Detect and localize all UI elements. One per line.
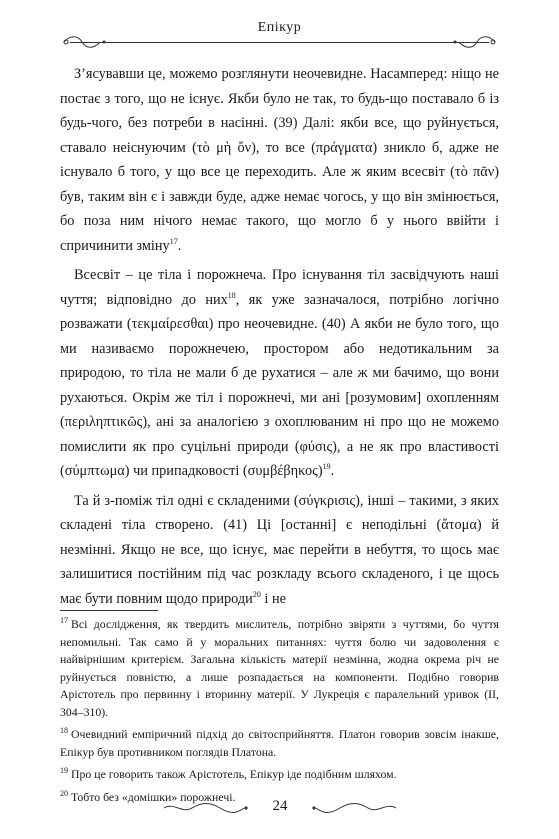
footnote-ref[interactable]: 18 <box>227 290 236 300</box>
paragraph <box>60 489 499 612</box>
page-number: 24 <box>272 798 288 814</box>
footnote-ref[interactable]: 17 <box>169 236 178 246</box>
page-footer <box>160 795 400 821</box>
footnote-number: 20 <box>60 788 68 798</box>
running-header <box>60 18 499 48</box>
footnote-ref[interactable]: 20 <box>252 589 261 599</box>
paragraph: Всесвіт – це тіла і порожнеча. Про існування тіл засвідчують наші чуття; відповідно до них$^{18}$, як уже зазначалося, потрібно логічно розважати (τεκμαίρεσθαι) про неочевидне. (40) А якби не було того, що ми називаємо порожнечею, простором або недотикальним за природою, то тіла не мали б де рухатися – але ж ми бачимо, що вони рухаються. Окрім же тіл і порожнечі, ми ані [розумовим] охопленням (περιληπτικῶς), ані за аналогією з охоплюваним ні про що не можемо помислити як про суцільні природи (φύσις), а не як про властивості (σύμπτωμα) чи припадковості $(\sigma\upsilon\mu\beta έ\beta\eta\kappa o\varsigma)^{19}$. <box>60 267 499 479</box>
paragraph-text: , як уже зазначалося, потрібно логічно розважати (τεκμαίρεσθαι) про неочевидне. (40) А якби не було того, що ми називаємо порожнечею, простором або недотикальним за природою, то тіла не мали б де рухатися – але ж ми бачимо, що вони рухаються. Окрім же тіл і порожнечі, ми ані [розумовим] охопленням (περιληπτικῶς), ані за аналогією з охоплюваним ні про що не можемо помислити як про суцільні природи (φύσις), а не як про властивості (σύμπτωμα) чи припадковості (συμβέβηκος) <box>60 291 499 479</box>
footnotes <box>60 616 499 811</box>
footnote-ref[interactable]: 19 <box>322 462 331 472</box>
paragraph-text: Та й з-поміж тіл одні є складеними (σύγκρισις), інші – такими, з яких складені тіла створено. (41) Ці [останні] є неподільні (ἄτομα) й незмінні. Якщо не все, що існує, має перейти в небуття, то щось має залишитися постійним під час розкладу всього складеного, і це щось має бути повним щодо природи <box>60 492 499 607</box>
footer-ornament-right-icon <box>310 800 400 816</box>
footnote-text: Про це говорить також Арістотель, Епікур іде подібним шляхом. <box>71 767 397 781</box>
footnote-separator <box>60 610 158 611</box>
footnote <box>60 616 499 721</box>
paragraph-text: і не <box>260 590 286 607</box>
footnote-text: Тобто без «домішки» порожнечі. <box>71 789 236 804</box>
footnote-text: Очевидний емпіричний підхід до світосприйняття. Платон говорив зовсім інакше, Епікур був противником поглядів Платона. <box>60 727 499 759</box>
footnote-number: 17 <box>60 616 68 626</box>
footnote-text: Всі дослідження, як твердить мислитель, потрібно звіряти з чуттями, бо чуття непомильні. Так само й у моральних питаннях: чуття болю чи задоволення є найвірнішим критерієм. Загальна кількість матерії незмінна, жодна окрема річ не руйнується повністю, а лише розпадається на компоненти. Подібно говорив Арістотель про первинну і вторинну матерії. У Лукреція є паралельний уривок (II, 304–310). <box>60 617 499 719</box>
main-text <box>60 62 499 616</box>
paragraph-text: Всесвіт – це тіла і порожнеча. Про існування тіл засвідчують наші чуття; відповідно до них <box>60 267 499 308</box>
footnote-number: 18 <box>60 726 68 736</box>
header-rule <box>70 42 489 43</box>
footnote <box>60 726 499 761</box>
paragraph-text: З’ясувавши це, можемо розглянути неочевидне. Насамперед: ніщо не постає з того, що не існує. Якби було не так, то будь-що поставало б із будь-чого, без потреби в насінні. (39) Далі: якби все, що руйнується, ставало неіснуючим (τὸ μὴ ὄν), то все (πράγματα) зникло б, адже не існувало б того, у що все це переходить. Але ж яким всесвіт (τὸ πᾶν) був, таким він є і завжди буде, адже немає чогось, у що він змінюється, бо поза ним нічого немає такого, що могло б у нього ввійти і спричинити зміну <box>60 66 499 254</box>
paragraph: З’ясувавши це, можемо розглянути неочевидне. Насамперед: ніщо не постає з того, що не існує. Якби було не так, то будь-що поставало б із будь-чого, без потреби в насінні. (39) Далі: якби все, що руйнується, ставало неіснуючим (τὸ μὴ ὄν), то все (πράγματα) зникло б, адже не існувало б того, у що все це переходить. Але ж яким всесвіт (τὸ πᾶν) був, таким він є і завжди буде, адже немає чогось, у що він змінюється, бо поза ним нічого немає такого, що могло б у нього ввійти і спричинити зміну$^{17}$. <box>60 66 499 254</box>
footnote <box>60 766 499 784</box>
footnote-number: 19 <box>60 766 68 776</box>
ornament-right-icon <box>439 34 499 50</box>
page-header-title: Епікур <box>257 20 302 35</box>
